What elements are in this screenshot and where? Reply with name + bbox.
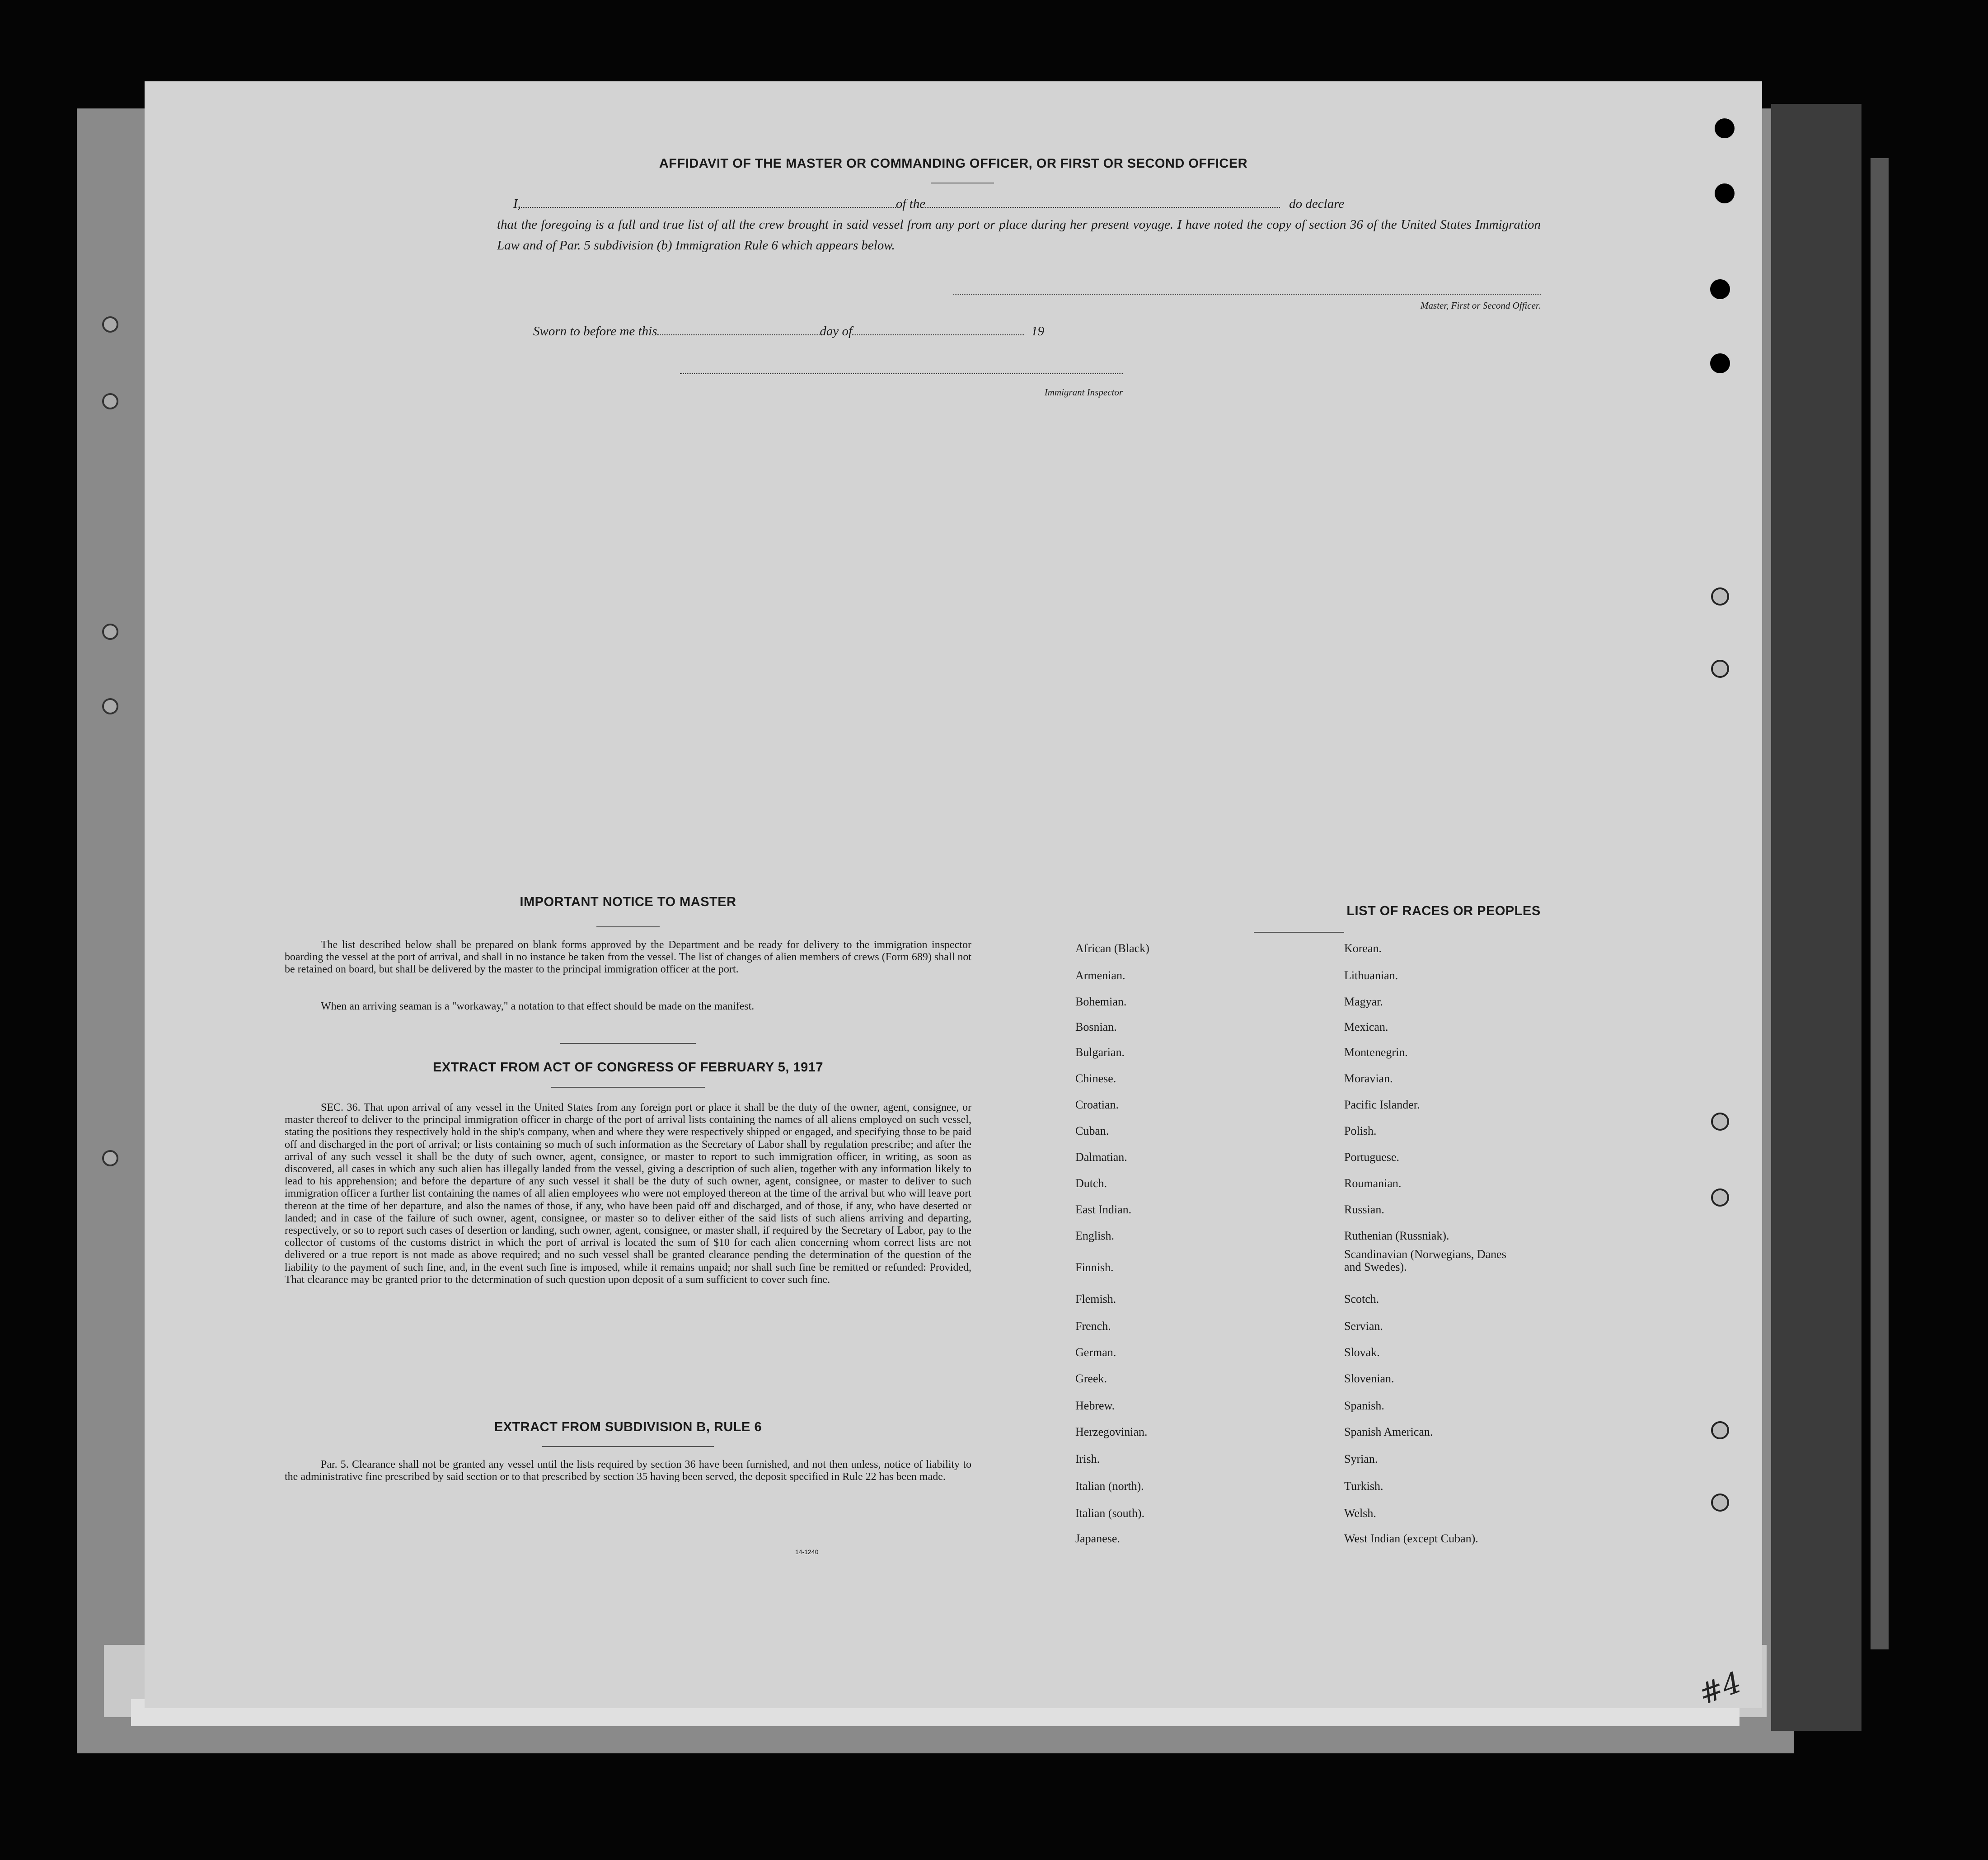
race-item: Bohemian. — [1075, 995, 1127, 1008]
affidavit-title: AFFIDAVIT OF THE MASTER OR COMMANDING OFFICER, OR FIRST OR SECOND OFFICER — [659, 156, 1248, 171]
race-item: Spanish American. — [1344, 1425, 1433, 1438]
binder-ring-icon — [1711, 1421, 1729, 1439]
binder-ring-icon — [1711, 1188, 1729, 1207]
inspector-signature-label: Immigrant Inspector — [1044, 387, 1123, 398]
declaration-i: I, — [513, 197, 521, 211]
notice-title: IMPORTANT NOTICE TO MASTER — [520, 895, 736, 909]
race-item: German. — [1075, 1346, 1116, 1359]
extract-act-title: EXTRACT FROM ACT OF CONGRESS OF FEBRUARY 5, 1917 — [432, 1060, 824, 1075]
race-item: Croatian. — [1075, 1098, 1119, 1111]
binder-ring-icon — [1711, 660, 1729, 678]
race-item: Portuguese. — [1344, 1151, 1400, 1164]
punch-hole-icon — [1710, 279, 1730, 299]
race-item: Welsh. — [1344, 1507, 1376, 1520]
race-item: Servian. — [1344, 1320, 1383, 1333]
notice-paragraph-1: The list described below shall be prepared on blank forms approved by the Department and be ready for delivery to the immigration inspector boarding the vessel at the port of arrival, and shall in no instance be taken from the vessel. The list of changes of alien members of crews (Form 689) shall not be retained on board, but shall be delivered by the master to the principal immigration officer at the port. — [285, 939, 971, 976]
binder-ring-icon — [102, 316, 118, 333]
race-item: Turkish. — [1344, 1480, 1383, 1493]
binder-ring-icon — [102, 393, 118, 409]
race-item: Roumanian. — [1344, 1177, 1402, 1190]
form-number: 14-1240 — [795, 1548, 819, 1555]
race-item: Italian (south). — [1075, 1507, 1145, 1520]
race-item: Cuban. — [1075, 1124, 1109, 1137]
extract-rule-title: EXTRACT FROM SUBDIVISION B, RULE 6 — [494, 1420, 762, 1434]
race-item: African (Black) — [1075, 942, 1149, 955]
race-item: Hebrew. — [1075, 1399, 1115, 1412]
race-item: Greek. — [1075, 1372, 1107, 1385]
race-item: Lithuanian. — [1344, 969, 1398, 982]
race-item: Italian (north). — [1075, 1480, 1144, 1493]
binder-edge — [1771, 104, 1861, 1731]
binder-ring-icon — [102, 624, 118, 640]
extract-act-rule — [551, 1087, 705, 1088]
race-item: Herzegovinian. — [1075, 1425, 1148, 1438]
name-blank — [521, 197, 896, 208]
extract-rule-rule — [542, 1446, 714, 1447]
declaration-of-the: of the — [896, 197, 926, 211]
races-rule — [1254, 932, 1344, 933]
race-item: Ruthenian (Russniak). — [1344, 1229, 1449, 1242]
month-blank — [852, 324, 1024, 335]
sworn-line — [533, 321, 1044, 342]
race-item: English. — [1075, 1229, 1114, 1242]
inspector-signature-line — [680, 373, 1123, 374]
race-item: Montenegrin. — [1344, 1046, 1408, 1059]
handwritten-mark: #4 — [1694, 1666, 1746, 1712]
race-item: Bosnian. — [1075, 1020, 1117, 1033]
race-item: Irish. — [1075, 1452, 1100, 1465]
document-page — [145, 81, 1762, 1712]
year-prefix: 19 — [1031, 324, 1045, 338]
day-blank — [657, 324, 820, 335]
race-item: Korean. — [1344, 942, 1382, 955]
race-item: Mexican. — [1344, 1020, 1388, 1033]
race-item: Polish. — [1344, 1124, 1377, 1137]
section-rule — [560, 1043, 696, 1044]
binder-ring-icon — [1711, 1113, 1729, 1131]
day-of-text: day of — [820, 324, 853, 338]
vessel-blank — [925, 197, 1280, 208]
race-item: French. — [1075, 1320, 1111, 1333]
binder-ring-icon — [102, 1150, 118, 1166]
affidavit-body: that the foregoing is a full and true list of all the crew brought in said vessel from any port or place during her present voyage. I have noted the copy of section 36 of the United States Immigration Law and of Par. 5 subdivision (b) Immigration Rule 6 which appears below. — [497, 217, 1541, 253]
race-item: Scotch. — [1344, 1292, 1379, 1306]
binder-ring-icon — [1711, 1494, 1729, 1512]
extract-rule-text: Par. 5. Clearance shall not be granted any vessel until the lists required by section 36 have been furnished, and not then unless, notice of liability to the administrative fine prescribed by said section or to that prescribed by section 35 having been served, the deposit specified in Rule 22 has been made. — [285, 1459, 971, 1483]
race-item: Pacific Islander. — [1344, 1098, 1420, 1111]
declaration-do-declare: do declare — [1289, 197, 1345, 211]
affidavit-declaration-line — [497, 193, 1541, 214]
race-item: Slovak. — [1344, 1346, 1380, 1359]
race-item: Dutch. — [1075, 1177, 1107, 1190]
punch-hole-icon — [1715, 118, 1735, 138]
race-item: Magyar. — [1344, 995, 1383, 1008]
race-item: Chinese. — [1075, 1072, 1116, 1085]
race-item: Bulgarian. — [1075, 1046, 1125, 1059]
notice-paragraph-2: When an arriving seaman is a "workaway," a notation to that effect should be made on the manifest. — [321, 1000, 755, 1012]
race-item: East Indian. — [1075, 1203, 1132, 1216]
punch-hole-icon — [1715, 183, 1735, 203]
binder-ring-icon — [1711, 587, 1729, 606]
race-item: Dalmatian. — [1075, 1151, 1127, 1164]
race-item: Scandinavian (Norwegians, Danes and Swedes). — [1344, 1248, 1506, 1273]
binder-ring-icon — [102, 698, 118, 714]
race-item: Flemish. — [1075, 1292, 1116, 1306]
extract-act-text: SEC. 36. That upon arrival of any vessel in the United States from any foreign port or place it shall be the duty of the owner, agent, consignee, or master thereof to deliver to the principal immigration officer in charge of the port of arrival lists containing the names of all aliens employed on such vessel, stating the positions they respectively hold in the ship's company, when and where they were respectively shipped or engaged, and specifying those to be paid off and discharged in the port of arrival; or lists containing so much of such information as the Secretary of Labor shall by regulation prescribe; and after the arrival of any such vessel it shall be the duty of such owner, agent, consignee, or master to report to such immigration officer, in writing, as soon as discovered, all cases in which any such alien has illegally landed from the vessel, giving a description of such alien, together with any information likely to lead to his apprehension; and before the departure of any such vessel it shall be the duty of such owner, agent, consignee, or master to deliver to such immigration officer a further list containing the names of all alien employees who were not employed thereon at the time of the arrival but who will leave port thereon at the time of her departure, and also the names of those, if any, who have been paid off and discharged, and of those, if any, who have deserted or landed; and in case of the failure of such owner, agent, consignee, or master so to deliver either of the said lists of such aliens arriving and departing, respectively, or so to report such cases of desertion or landing, such owner, agent, consignee, or master shall, if required by the Secretary of Labor, pay to the collector of customs of the customs district in which the port of arrival is located the sum of $10 for each alien concerning whom correct lists are not delivered or a true report is not made as above required; and no such vessel shall be granted clearance pending the determination of the question of the liability to the payment of such fine, and, in the event such fine is imposed, while it remains unpaid; nor shall such fine be remitted or refunded: Provided, That clearance may be granted prior to the determination of such question upon deposit of a sum sufficient to cover such fine. — [285, 1102, 971, 1286]
race-item: Syrian. — [1344, 1452, 1378, 1465]
race-item: Moravian. — [1344, 1072, 1393, 1085]
races-title: LIST OF RACES OR PEOPLES — [1346, 904, 1541, 918]
race-item: Japanese. — [1075, 1532, 1120, 1545]
race-item: Finnish. — [1075, 1261, 1114, 1274]
binder-edge-inner — [1871, 158, 1889, 1649]
sworn-text: Sworn to before me this — [533, 324, 657, 338]
notice-rule — [596, 926, 660, 927]
race-item: Armenian. — [1075, 969, 1125, 982]
race-item: Russian. — [1344, 1203, 1384, 1216]
race-item: West Indian (except Cuban). — [1344, 1532, 1478, 1545]
race-item: Spanish. — [1344, 1399, 1384, 1412]
race-item: Slovenian. — [1344, 1372, 1394, 1385]
master-signature-label: Master, First or Second Officer. — [1421, 300, 1541, 311]
master-signature-line — [953, 294, 1541, 295]
punch-hole-icon — [1710, 353, 1730, 373]
